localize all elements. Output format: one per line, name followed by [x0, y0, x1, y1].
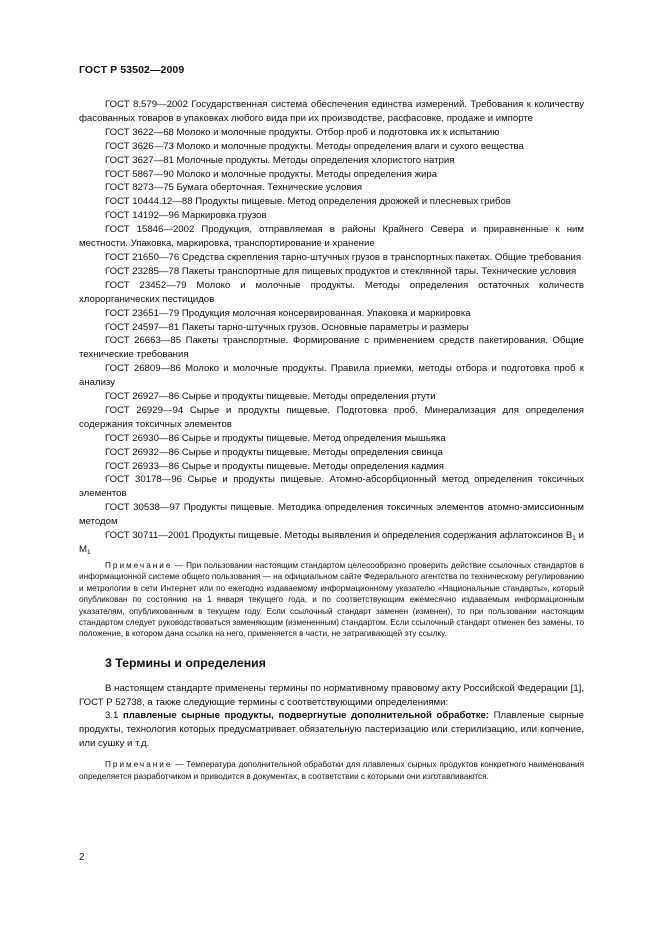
- reference-item: ГОСТ 3627—81 Молочные продукты. Методы определения хлористого натрия: [105, 154, 455, 166]
- reference-item: ГОСТ 26930—86 Сырье и продукты пищевые. Метод определения мышьяка: [105, 432, 446, 444]
- reference-item: ГОСТ 23452—79 Молоко и молочные продукты. Методы определения остаточных количеств хлорорганических пестицидов: [79, 279, 584, 305]
- reference-item: ГОСТ 26927—86 Сырье и продукты пищевые. Методы определения ртути: [105, 391, 436, 403]
- reference-item: ГОСТ 5867—90 Молоко и молочные продукты. Методы определения жира: [105, 168, 438, 180]
- reference-item: ГОСТ 15846—2002 Продукция, отправляемая в районы Крайнего Севера и приравненные к ним местности. Упаковка, маркировка, транспортирование и хранение: [79, 224, 584, 250]
- reference-item: ГОСТ 8273—75 Бумага оберточная. Технические условия: [105, 182, 363, 194]
- reference-item: ГОСТ 30178—96 Сырье и продукты пищевые. Атомно-абсорбционный метод определения токсичных элементов: [79, 474, 584, 500]
- section-intro: В настоящем стандарте применены термины по нормативному правовому акту Российской Федерации [1], ГОСТ Р 52738, а также следующие термины с соответствующими определениями:: [79, 682, 584, 708]
- reference-item: ГОСТ 26929—94 Сырье и продукты пищевые. Подготовка проб. Минерализация для определения содержания токсичных элементов: [79, 404, 584, 430]
- note-label: Примечание: [105, 760, 173, 770]
- reference-item: ГОСТ 10444.12—88 Продукты пищевые. Метод определения дрожжей и плесневых грибов: [105, 196, 511, 208]
- reference-item: ГОСТ 23285—78 Пакеты транспортные для пищевых продуктов и стеклянной тары. Технические условия: [105, 265, 577, 277]
- reference-item: ГОСТ 30538—97 Продукты пищевые. Методика определения токсичных элементов атомно-эмиссионным методом: [79, 502, 584, 528]
- note-text: — Температура дополнительной обработки для плавленых сырных продуктов конкретного наименования определяется разработчиком и приводится в документах, в соответствии с которыми они изготавливаются.: [79, 760, 585, 781]
- reference-item: ГОСТ 14192—96 Маркировка грузов: [105, 210, 267, 222]
- section-title: 3 Термины и определения: [105, 655, 266, 670]
- note-label: Примечание: [105, 560, 173, 570]
- reference-item: ГОСТ 3622—68 Молоко и молочные продукты. Отбор проб и подготовка их к испытанию: [105, 126, 500, 138]
- document-header: ГОСТ Р 53502—2009: [79, 64, 185, 76]
- reference-item: ГОСТ 26932—86 Сырье и продукты пищевые. Методы определения свинца: [105, 446, 443, 458]
- reference-item: ГОСТ 3626—73 Молоко и молочные продукты. Методы определения влаги и сухого вещества: [105, 140, 524, 152]
- reference-item: ГОСТ 21650—76 Средства скрепления тарно-штучных грузов в транспортных пакетах. Общие требования: [105, 251, 582, 263]
- term-definition: 3.1 плавленые сырные продукты, подвергнутые дополнительной обработке: Плавленые сырные продукты, технология которых предусматривает обязательную пастеризацию или стерилизацию, или копчение, или сушку и т.д.: [79, 710, 584, 750]
- reference-item: ГОСТ 26933—86 Сырье и продукты пищевые. Методы определения кадмия: [105, 460, 444, 472]
- reference-item: ГОСТ 24597—81 Пакеты тарно-штучных грузов. Основные параметры и размеры: [105, 321, 469, 333]
- reference-item: ГОСТ 26663—85 Пакеты транспортные. Формирование с применением средств пакетирования. Общие технические требования: [79, 335, 584, 361]
- normative-references-list: [79, 98, 584, 529]
- reference-item: ГОСТ 23651—79 Продукция молочная консервированная. Упаковка и маркировка: [105, 307, 471, 319]
- reference-item: ГОСТ 26809—86 Молоко и молочные продукты. Правила приемки, методы отбора и подготовка проб к анализу: [79, 363, 584, 389]
- reference-item-last: ГОСТ 30711—2001 Продукты пищевые. Методы выявления и определения содержания афлатоксинов $В_1$ и $М_1$: [79, 530, 584, 556]
- reference-item: ГОСТ 8.579—2002 Государственная система обеспечения единства измерений. Требования к количеству фасованных товаров в упаковках любого вида при их производстве, расфасовке, продаже и импорте: [79, 99, 584, 124]
- document-body: [79, 98, 584, 782]
- note-temperature: [79, 759, 584, 782]
- note-text: — При пользовании настоящим стандартом целесообразно проверить действие ссылочных стандартов в информационной системе общего пользования — на официальном сайте Федерального агентства по техническому регулированию и метрологии в сети Интернет или по ежегодно издаваемому информационному указателю «Национальные стандарты», который опубликован по состоянию на 1 января текущего года, и по соответствующим ежемесячно издаваемым информационным указателям, опубликованным в текущем году. Если ссылочный стандарт заменен (изменен), то при пользовании настоящим стандартом следует руководствоваться заменяющим (измененным) стандартом. Если ссылочный стандарт отменен без замены, то положение, в котором дана ссылка на него, применяется в части, не затрагивающей эту ссылку.: [79, 560, 584, 639]
- term-name: плавленые сырные продукты, подвергнутые дополнительной обработке:: [122, 710, 490, 722]
- note-references: [79, 560, 584, 640]
- page-number: 2: [79, 852, 85, 863]
